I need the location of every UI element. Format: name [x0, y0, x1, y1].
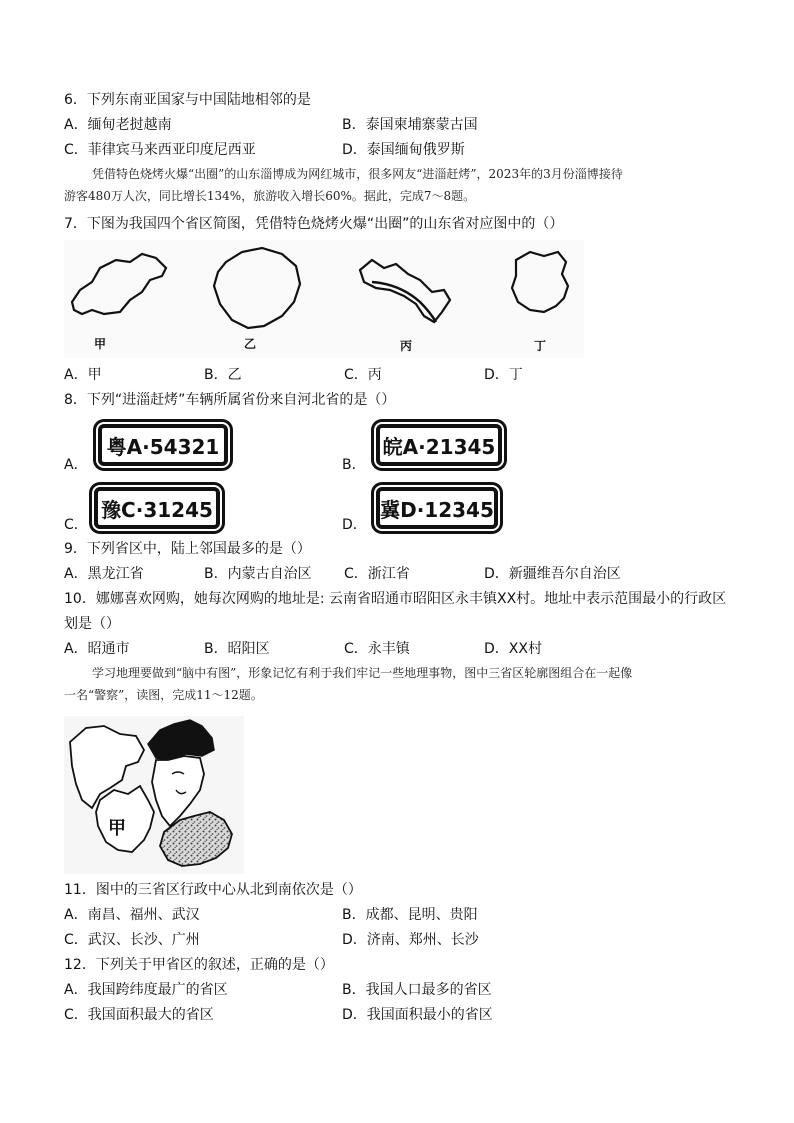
passage-2-line-2: 一名“警察”，读图，完成11～12题。: [64, 688, 263, 702]
label-yi: 乙: [244, 337, 257, 351]
q11-option-c: C．武汉、长沙、广州: [64, 932, 200, 948]
q7-stem: 7．下图为我国四个省区简图，凭借特色烧烤火爆“出圈”的山东省对应图中的（）: [64, 216, 564, 232]
license-plate-c: [94, 487, 220, 529]
passage-1-line-2: 游客480万人次，同比增长134%，旅游收入增长60%。据此，完成7～8题。: [64, 189, 476, 203]
q10-stem-line-2: 划是（）: [64, 616, 120, 632]
q12-option-b: B．我国人口最多的省区: [342, 982, 492, 998]
q11-option-a: A．南昌、福州、武汉: [64, 907, 200, 923]
police-provinces-figure: [64, 716, 244, 874]
label-jia: 甲: [94, 337, 107, 351]
q12-option-c: C．我国面积最大的省区: [64, 1007, 214, 1023]
q9-option-d: D．新疆维吾尔自治区: [484, 566, 621, 582]
passage-1-line-1: 凭借特色烧烤火爆“出圈”的山东淄博成为网红城市，很多网友“进淄赶烤”，2023年的3月份淄博接待: [92, 167, 623, 181]
plate-a-text: 粤A·54321: [106, 434, 220, 459]
q10-option-b: B．昭阳区: [204, 641, 270, 657]
q10-option-d: D．XX村: [484, 641, 542, 657]
q12-stem: 12．下列关于甲省区的叙述，正确的是（）: [64, 957, 334, 973]
q10-option-a: A．昭通市: [64, 641, 130, 657]
passage-2: [64, 662, 732, 706]
q6-stem: 6．下列东南亚国家与中国陆地相邻的是: [64, 92, 311, 108]
q6-option-b: B．泰国柬埔寨蒙古国: [342, 117, 478, 133]
q11-option-b: B．成都、昆明、贵阳: [342, 907, 478, 923]
passage-2-line-1: 学习地理要做到“脑中有图”，形象记忆有利于我们牢记一些地理事物，图中三省区轮廓图组合在一起像: [92, 666, 633, 680]
q11-option-d: D．济南、郑州、长沙: [342, 932, 479, 948]
q9-option-a: A．黑龙江省: [64, 566, 144, 582]
plate-b-text: 皖A·21345: [382, 434, 496, 459]
q11-stem: 11．图中的三省区行政中心从北到南依次是（）: [64, 882, 362, 898]
q10-stem-line-1: 10．娜娜喜欢网购，她每次网购的地址是: 云南省昭通市昭阳区永丰镇XX村。地址中表示范围最小的行政区: [64, 591, 727, 607]
q6-option-a: A．缅甸老挝越南: [64, 117, 172, 133]
label-jia-police: 甲: [108, 818, 126, 839]
label-ding: 丁: [534, 339, 547, 353]
q8-option-b-label: B．: [342, 457, 366, 473]
q7-option-d: D．丁: [484, 367, 523, 383]
q10-option-c: C．永丰镇: [344, 641, 410, 657]
license-plate-d: [376, 487, 498, 529]
plate-d-text: 冀D·12345: [380, 497, 494, 522]
q8-option-c-label: C．: [64, 517, 88, 533]
q9-option-b: B．内蒙古自治区: [204, 566, 312, 582]
q6-option-d: D．泰国缅甸俄罗斯: [342, 142, 465, 158]
plate-c-text: 豫C·31245: [101, 497, 213, 522]
q7-option-c: C．丙: [344, 367, 382, 383]
passage-1: [64, 163, 732, 207]
q6-option-c: C．菲律宾马来西亚印度尼西亚: [64, 142, 256, 158]
q9-option-c: C．浙江省: [344, 566, 410, 582]
q8-option-d-label: D．: [342, 517, 367, 533]
q7-option-b: B．乙: [204, 367, 242, 383]
q12-option-a: A．我国跨纬度最广的省区: [64, 982, 228, 998]
province-outlines-figure: [64, 240, 584, 358]
q12-option-d: D．我国面积最小的省区: [342, 1007, 493, 1023]
q8-stem: 8．下列“进淄赶烤”车辆所属省份来自河北省的是（）: [64, 392, 396, 408]
q9-stem: 9．下列省区中，陆上邻国最多的是（）: [64, 541, 311, 557]
license-plate-a: [98, 424, 228, 466]
q7-option-a: A．甲: [64, 367, 102, 383]
label-bing: 丙: [400, 339, 413, 353]
q8-option-a-label: A．: [64, 457, 88, 473]
license-plate-b: [376, 424, 502, 466]
